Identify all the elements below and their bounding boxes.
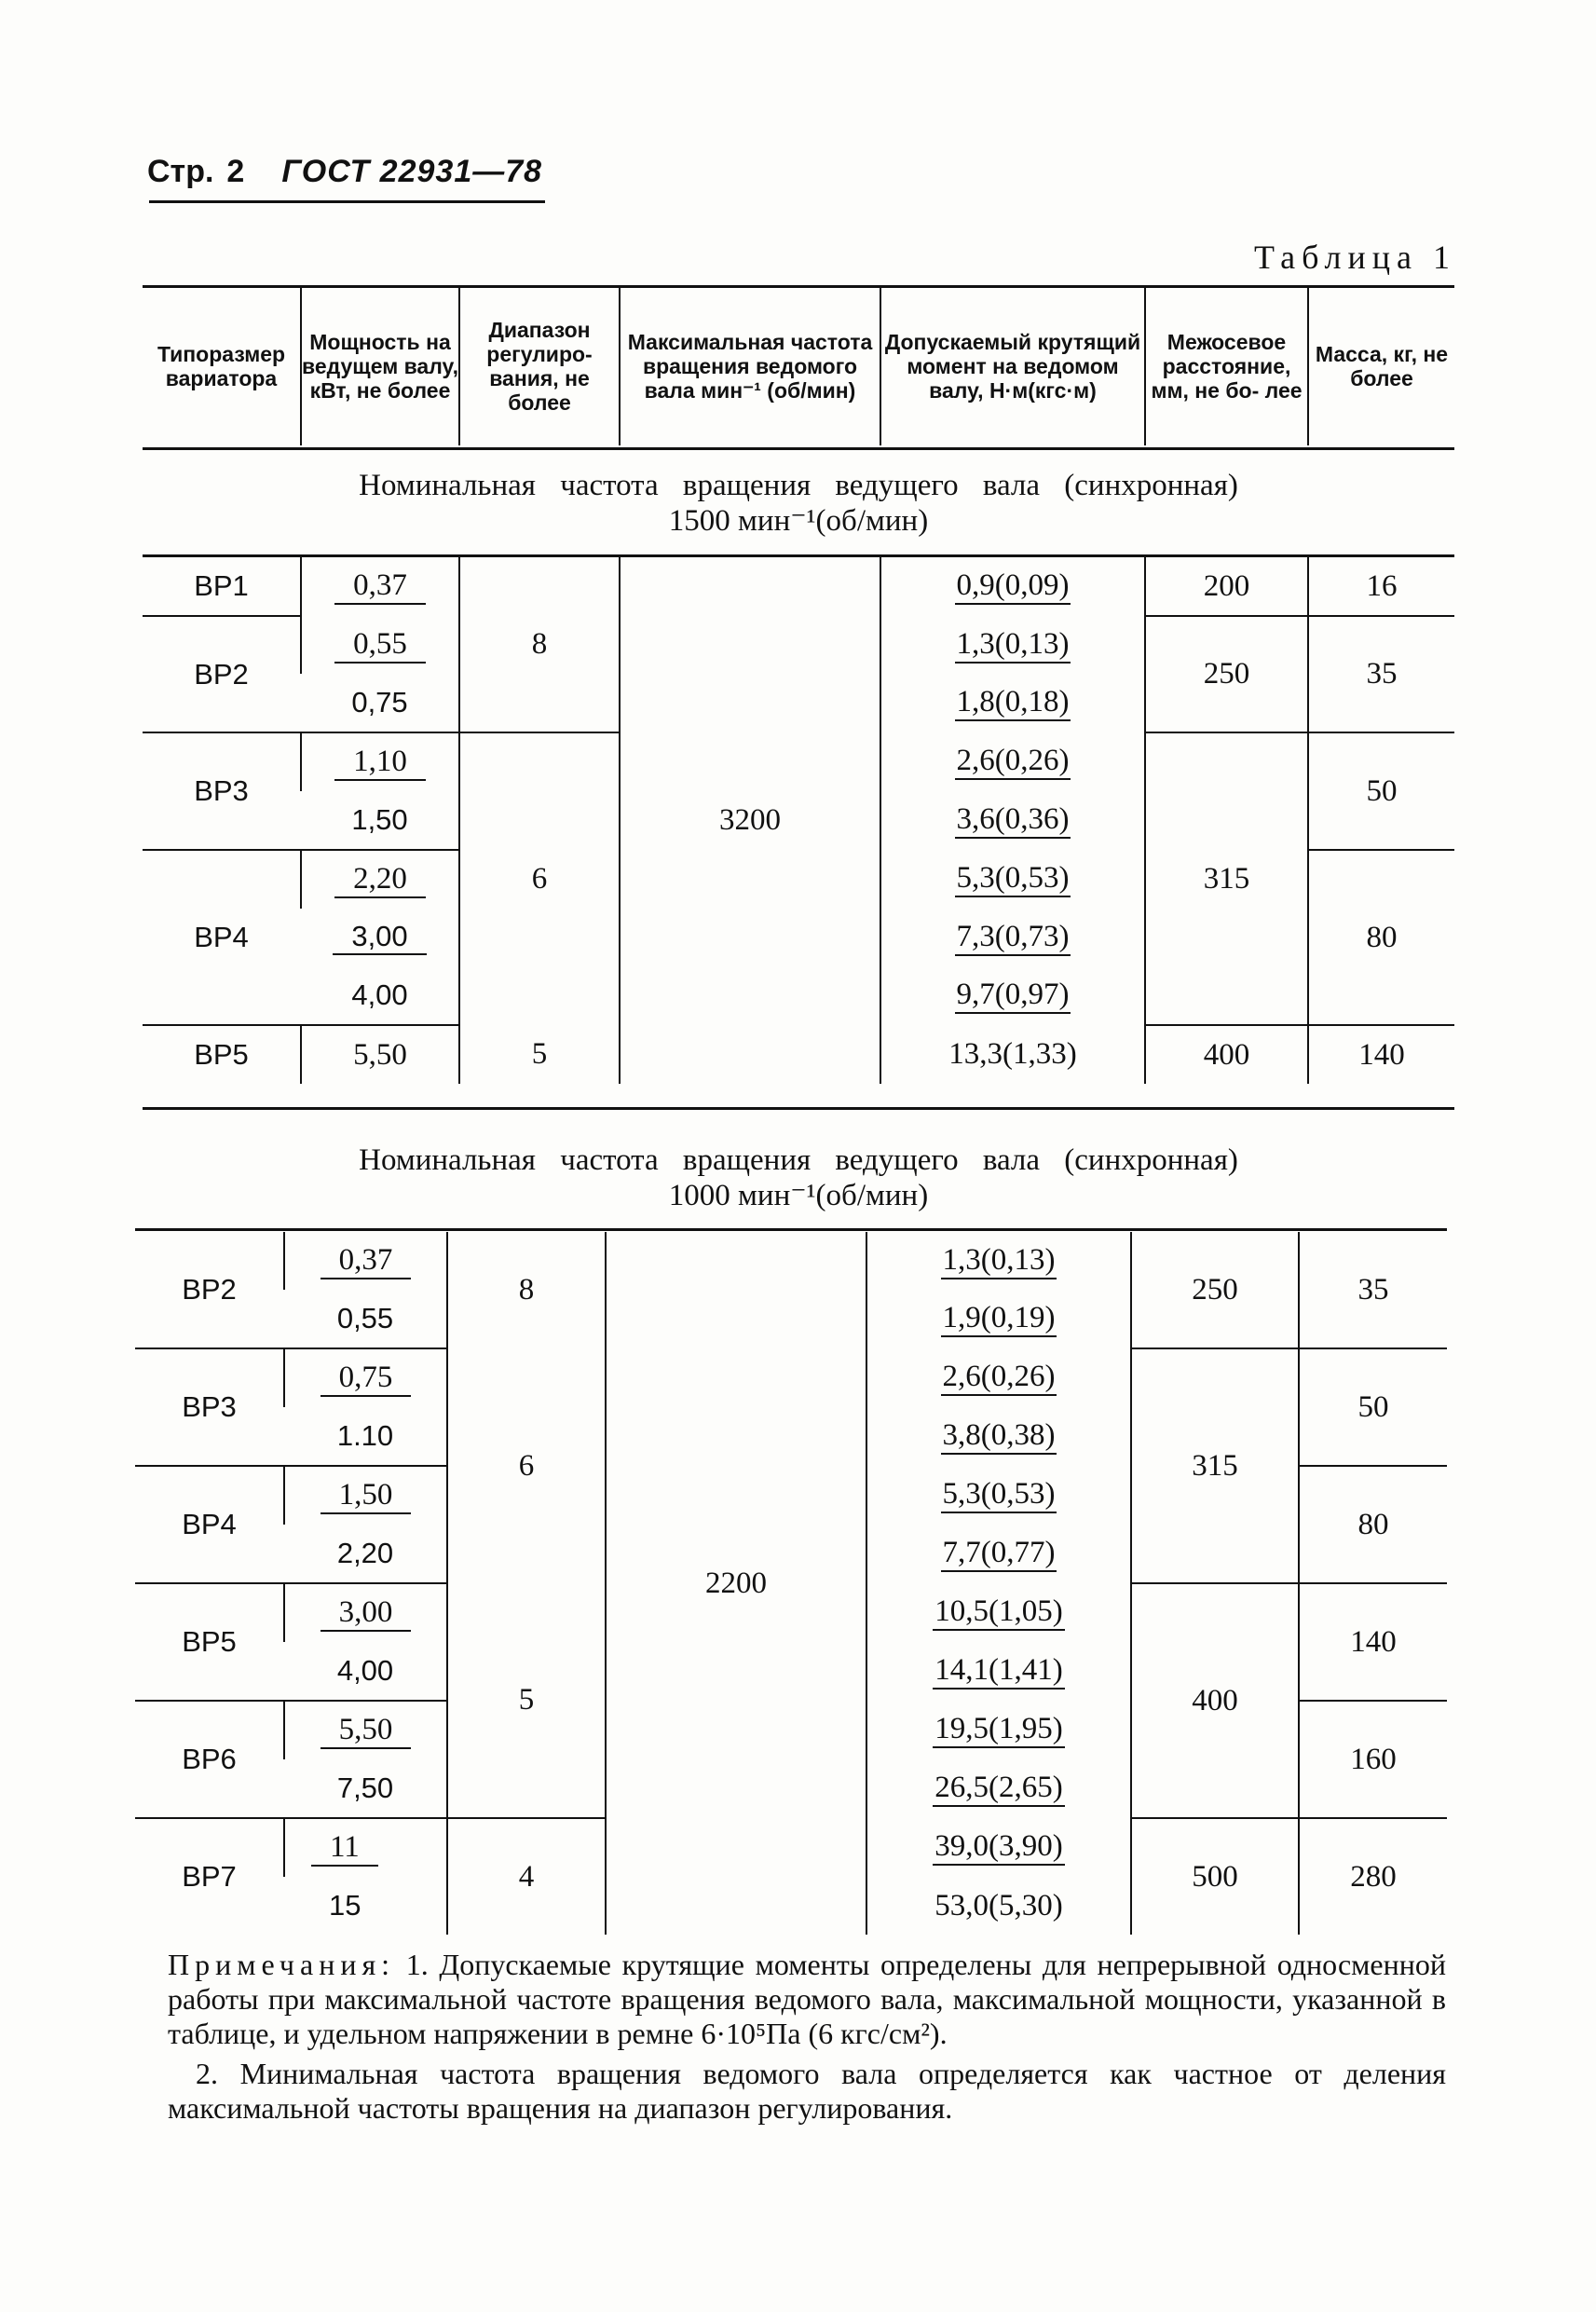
standard-number: ГОСТ 22931—78 [281, 154, 543, 189]
table-cell [880, 616, 1145, 674]
table-cell [880, 966, 1145, 1025]
table-cell [866, 1583, 1131, 1642]
col-mass: Масса, кг, не более [1308, 287, 1454, 445]
table-cell: 53,0(5,30) [866, 1877, 1131, 1935]
col-torque: Допускаемый крутящий момент на ведомом валу, Н·м(кгс·м) [880, 287, 1145, 445]
table-cell: ВР5 [135, 1583, 284, 1701]
torque-value: 39,0(3,90) [933, 1829, 1064, 1866]
section2-title-line1: Номинальная частота вращения ведущего вала (синхронная) [359, 1143, 1238, 1177]
table-cell [301, 557, 459, 616]
table-cell: 80 [1299, 1466, 1447, 1583]
torque-value: 2,6(0,26) [955, 744, 1071, 780]
table-cell: 4,00 [301, 966, 459, 1025]
torque-value: 2,6(0,26) [941, 1360, 1057, 1396]
table-cell: 0,55 [284, 1290, 447, 1348]
table-cell: ВР3 [135, 1348, 284, 1466]
table-cell: 1,50 [301, 791, 459, 850]
torque-value: 19,5(1,95) [933, 1712, 1064, 1748]
table-cell: 315 [1145, 732, 1308, 1025]
notes [168, 1948, 1446, 2126]
table-cell [866, 1642, 1131, 1701]
table-cell: 80 [1308, 850, 1454, 1025]
power-value: 0,37 [321, 1243, 412, 1279]
table-cell: 250 [1131, 1232, 1299, 1348]
table-cell [866, 1525, 1131, 1583]
table-cell: ВР5 [194, 1038, 249, 1071]
table-cell [301, 616, 459, 674]
table-cell [880, 909, 1145, 966]
table-cell: ВР2 [135, 1232, 284, 1348]
power-value: 3,00 [321, 1595, 412, 1632]
table-cell [866, 1348, 1131, 1407]
power-value: 1,50 [321, 1478, 412, 1514]
table-cell: 16 [1308, 557, 1454, 616]
torque-value: 1,8(0,18) [955, 685, 1071, 721]
section2-title [143, 1142, 1454, 1213]
table-cell [301, 732, 459, 791]
table-cell [880, 791, 1145, 850]
table-cell [880, 850, 1145, 909]
section1-title-line1: Номинальная частота вращения ведущего вала (синхронная) [359, 469, 1238, 502]
table-cell [866, 1759, 1131, 1818]
power-value: 5,50 [321, 1713, 412, 1749]
power-value: 11 [311, 1830, 378, 1867]
table-cell: ВР7 [182, 1860, 237, 1893]
table-cell: ВР6 [135, 1701, 284, 1818]
table-cell: 6 [459, 732, 620, 1025]
table-cell: 140 [1308, 1025, 1454, 1084]
table-cell [880, 557, 1145, 616]
table-cell: 5 [459, 1025, 620, 1084]
table-cell: 400 [1131, 1583, 1299, 1818]
table-cell [284, 1818, 447, 1877]
table-cell: ВР4 [135, 1466, 284, 1583]
table-cell: 500 [1131, 1818, 1299, 1935]
torque-value: 0,9(0,09) [955, 568, 1071, 605]
table-cell [284, 1583, 447, 1642]
table-cell: ВР2 [143, 616, 301, 732]
table-cell: ВР1 [143, 557, 301, 616]
table-cell: 8 [447, 1232, 606, 1348]
table-cell: 2200 [606, 1232, 866, 1935]
table-cell [301, 850, 459, 909]
torque-value: 26,5(2,65) [933, 1771, 1064, 1807]
section1-title-line2: 1500 мин⁻¹(об/мин) [668, 504, 929, 538]
table-cell: 50 [1308, 732, 1454, 850]
table-cell [866, 1466, 1131, 1525]
torque-value: 1,9(0,19) [941, 1301, 1057, 1337]
torque-value: 10,5(1,05) [933, 1594, 1064, 1631]
power-value: 0,75 [321, 1361, 412, 1397]
table-cell [866, 1701, 1131, 1759]
table-cell: 50 [1299, 1348, 1447, 1466]
torque-value: 14,1(1,41) [933, 1653, 1064, 1690]
header-bottom-rule [143, 447, 1454, 450]
section1-title [143, 468, 1454, 539]
power-value: 1,10 [334, 745, 426, 781]
table-cell: 400 [1145, 1025, 1308, 1084]
table-cell: 35 [1299, 1232, 1447, 1348]
table-cell [880, 674, 1145, 732]
torque-value: 5,3(0,53) [941, 1477, 1057, 1513]
note-2: 2. Минимальная частота вращения ведомого вала определяется как частное от деления максимальной частоты вращения на диапазон регулирования. [168, 2057, 1446, 2125]
torque-value: 3,6(0,36) [955, 802, 1071, 839]
torque-value: 9,7(0,97) [955, 978, 1071, 1014]
note-1-text: 1. Допускаемые крутящие моменты определены для непрерывной односменной работы при максимальной частоте вращения ведомого вала, максимальной мощности, указанной в таблице, и удельном напряжении в ремне 6·10⁵Па (6 кгс/см²). [168, 1948, 1447, 2050]
table-cell [866, 1407, 1131, 1466]
note-1 [168, 1948, 1446, 2051]
table-cell [866, 1232, 1131, 1290]
table-cell: 250 [1145, 616, 1308, 732]
power-value: 3,00 [333, 920, 426, 955]
table-cell: ВР3 [143, 732, 301, 850]
col-distance: Межосевое расстояние, мм, не бо- лее [1145, 287, 1308, 445]
table-label: Таблица 1 [1254, 239, 1456, 276]
column-headers [143, 287, 1454, 445]
power-value: 0,37 [334, 568, 426, 605]
notes-lead: Примечания: [168, 1948, 396, 1981]
section1-table [143, 557, 1454, 1084]
table-cell: 5 [447, 1583, 606, 1818]
torque-value: 1,3(0,13) [955, 627, 1071, 664]
table-cell: 35 [1308, 616, 1454, 732]
table-cell: 6 [447, 1348, 606, 1583]
torque-value: 5,3(0,53) [955, 861, 1071, 897]
table-cell [284, 1348, 447, 1407]
section2-title-line2: 1000 мин⁻¹(об/мин) [668, 1179, 929, 1212]
col-range: Диапазон регулиро- вания, не более [459, 287, 620, 445]
section1-bottom-rule [143, 1107, 1454, 1110]
table-cell [866, 1290, 1131, 1348]
table-cell: 2,20 [284, 1525, 447, 1583]
section2-top-rule [135, 1228, 1447, 1231]
power-value: 0,55 [334, 627, 426, 664]
table-cell: 13,3(1,33) [880, 1025, 1145, 1084]
table-cell: 315 [1131, 1348, 1299, 1583]
table-cell: 4,00 [284, 1642, 447, 1701]
col-power: Мощность на ведущем валу, кВт, не более [301, 287, 459, 445]
table-cell: 200 [1145, 557, 1308, 616]
col-max-speed: Максимальная частота вращения ведомого вала мин⁻¹ (об/мин) [620, 287, 880, 445]
table-cell: 160 [1299, 1701, 1447, 1818]
table-cell: 7,50 [284, 1759, 447, 1818]
table-cell: ВР4 [143, 850, 301, 1025]
power-value: 2,20 [334, 862, 426, 898]
table-cell: 5,50 [301, 1025, 459, 1084]
table-cell: 8 [459, 557, 620, 732]
table-cell [866, 1818, 1131, 1877]
section2-table [135, 1232, 1447, 1935]
table-cell: 1.10 [284, 1407, 447, 1466]
torque-value: 7,3(0,73) [955, 920, 1071, 956]
page-number: 2 [226, 154, 245, 189]
header-rule [149, 200, 545, 203]
table-cell [284, 1701, 447, 1759]
table-cell: 280 [1299, 1818, 1447, 1935]
table-cell [284, 1466, 447, 1525]
torque-value: 7,7(0,77) [941, 1536, 1057, 1572]
table-cell: 140 [1299, 1583, 1447, 1701]
table-cell [284, 1232, 447, 1290]
table-cell [880, 732, 1145, 791]
page-header [147, 154, 542, 190]
table-cell: 0,75 [301, 674, 459, 732]
table-cell: 15 [329, 1889, 361, 1922]
page-prefix: Стр. [147, 154, 214, 189]
table-cell: 4 [447, 1818, 606, 1935]
table-cell [301, 909, 459, 966]
torque-value: 3,8(0,38) [941, 1418, 1057, 1455]
torque-value: 1,3(0,13) [941, 1243, 1057, 1279]
col-type: Типоразмер вариатора [157, 342, 286, 390]
table-cell: 3200 [620, 557, 880, 1084]
